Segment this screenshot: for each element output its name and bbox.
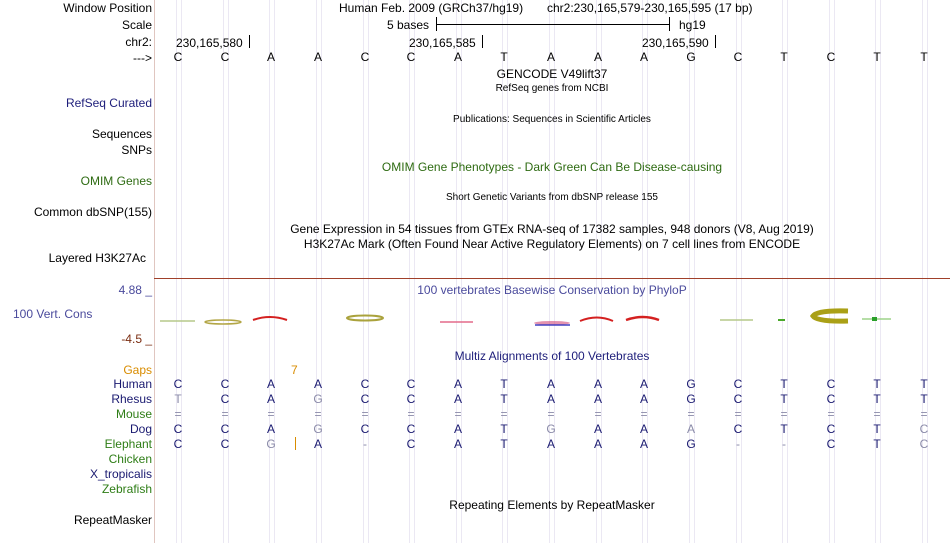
gaps-label[interactable]: Gaps xyxy=(123,363,152,377)
species-label-chicken[interactable]: Chicken xyxy=(108,452,152,466)
aligned-base: G xyxy=(686,377,696,391)
aligned-base: C xyxy=(826,392,836,406)
species-label-human[interactable]: Human xyxy=(113,377,152,391)
aligned-base: C xyxy=(360,392,370,406)
aligned-base: A xyxy=(453,377,462,391)
chr-label: chr2: xyxy=(125,35,152,49)
aligned-base: A xyxy=(453,437,462,451)
aligned-base: C xyxy=(406,422,416,436)
scale-bar-left-tick xyxy=(436,17,437,31)
aligned-base: C xyxy=(220,392,230,406)
track-divider xyxy=(154,278,950,279)
strand-label: ---> xyxy=(133,51,152,65)
position-readout: chr2:230,165,579-230,165,595 (17 bp) xyxy=(547,1,753,15)
aligned-base: T xyxy=(920,377,928,391)
reference-base: C xyxy=(406,50,416,64)
vert-cons-label[interactable]: 100 Vert. Cons xyxy=(13,307,93,321)
aligned-base: = xyxy=(500,407,508,421)
conservation-min-label: -4.5 _ xyxy=(121,332,152,346)
plot-mark xyxy=(253,317,287,320)
aligned-base: G xyxy=(313,392,323,406)
reference-base: T xyxy=(500,50,508,64)
aligned-base: C xyxy=(919,437,929,451)
phylop-track-title[interactable]: 100 vertebrates Basewise Conservation by PhyloP xyxy=(417,283,687,297)
aligned-base: A xyxy=(266,392,275,406)
plot-mark xyxy=(626,317,659,320)
reference-base: A xyxy=(593,50,602,64)
reference-base: A xyxy=(313,50,322,64)
reference-base: A xyxy=(453,50,462,64)
omim-track-title[interactable]: OMIM Gene Phenotypes - Dark Green Can Be Disease-causing xyxy=(381,160,723,174)
aligned-base: A xyxy=(639,422,648,436)
aligned-base: C xyxy=(220,377,230,391)
aligned-base: T xyxy=(873,437,881,451)
aligned-base: = xyxy=(267,407,275,421)
coord-tick xyxy=(249,35,250,48)
aligned-base: A xyxy=(686,422,695,436)
aligned-base: A xyxy=(546,392,555,406)
aligned-base: T xyxy=(500,422,508,436)
aligned-base: = xyxy=(873,407,881,421)
gtex-track-title[interactable]: Gene Expression in 54 tissues from GTEx RNA-seq of 17382 samples, 948 donors (V8, Aug 2019) xyxy=(290,222,814,236)
aligned-base: - xyxy=(782,437,786,451)
aligned-base: C xyxy=(360,377,370,391)
aligned-base: C xyxy=(919,422,929,436)
window-position-label: Window Position xyxy=(63,1,152,15)
scale-label: Scale xyxy=(121,18,152,32)
aligned-base: A xyxy=(639,377,648,391)
aligned-base: T xyxy=(780,422,788,436)
coord-tick xyxy=(482,35,483,48)
gap-count: 7 xyxy=(291,363,298,377)
aligned-base: G xyxy=(686,437,696,451)
reference-base: A xyxy=(266,50,275,64)
aligned-base: T xyxy=(500,377,508,391)
aligned-base: = xyxy=(594,407,602,421)
plot-mark xyxy=(347,316,383,321)
plot-mark xyxy=(205,320,241,324)
aligned-base: A xyxy=(453,392,462,406)
scale-text: 5 bases xyxy=(387,18,430,32)
conservation-logo-plot xyxy=(155,300,950,330)
species-label-mouse[interactable]: Mouse xyxy=(115,407,152,421)
dbsnp-track-title[interactable]: Short Genetic Variants from dbSNP release 155 xyxy=(446,192,658,203)
aligned-base: = xyxy=(361,407,369,421)
common-dbsnp-label[interactable]: Common dbSNP(155) xyxy=(33,205,152,219)
species-label-zebrafish[interactable]: Zebrafish xyxy=(101,482,152,496)
aligned-base: = xyxy=(734,407,742,421)
aligned-base: A xyxy=(266,377,275,391)
aligned-base: C xyxy=(733,377,743,391)
aligned-base: C xyxy=(220,437,230,451)
aligned-base: - xyxy=(363,437,367,451)
aligned-base: T xyxy=(873,377,881,391)
aligned-base: T xyxy=(500,392,508,406)
aligned-base: A xyxy=(593,377,602,391)
aligned-base: A xyxy=(639,392,648,406)
aligned-base: A xyxy=(313,377,322,391)
h3k27ac-track-title[interactable]: H3K27Ac Mark (Often Found Near Active Regulatory Elements) on 7 cell lines from ENCODE xyxy=(303,237,801,251)
publications-track-title[interactable]: Publications: Sequences in Scientific Articles xyxy=(453,114,651,125)
reference-base: G xyxy=(686,50,696,64)
aligned-base: C xyxy=(220,422,230,436)
aligned-base: T xyxy=(780,377,788,391)
plot-mark xyxy=(580,318,613,322)
db-name: hg19 xyxy=(679,18,706,32)
aligned-base: A xyxy=(593,422,602,436)
aligned-base: C xyxy=(733,392,743,406)
aligned-base: C xyxy=(826,437,836,451)
aligned-base: T xyxy=(873,422,881,436)
aligned-base: = xyxy=(687,407,695,421)
reference-base: C xyxy=(826,50,836,64)
reference-base: T xyxy=(920,50,928,64)
aligned-base: C xyxy=(406,377,416,391)
aligned-base: C xyxy=(173,437,183,451)
aligned-base: C xyxy=(733,422,743,436)
aligned-base: A xyxy=(593,392,602,406)
reference-base: C xyxy=(220,50,230,64)
aligned-base: G xyxy=(266,437,276,451)
aligned-base: = xyxy=(221,407,229,421)
aligned-base: G xyxy=(686,392,696,406)
aligned-base: = xyxy=(454,407,462,421)
species-label-dog[interactable]: Dog xyxy=(129,422,152,436)
aligned-base: A xyxy=(266,422,275,436)
coord-tick xyxy=(715,35,716,48)
aligned-base: = xyxy=(640,407,648,421)
aligned-base: C xyxy=(406,392,416,406)
aligned-base: = xyxy=(827,407,835,421)
aligned-base: = xyxy=(314,407,322,421)
aligned-base: = xyxy=(407,407,415,421)
refseq-track-title[interactable]: RefSeq genes from NCBI xyxy=(495,83,609,94)
aligned-base: T xyxy=(920,392,928,406)
scale-bar-right-tick xyxy=(669,17,670,31)
base-sequence-row xyxy=(0,50,950,64)
alignment-area xyxy=(0,377,950,497)
refseq-curated-label[interactable]: RefSeq Curated xyxy=(65,96,152,110)
aligned-base: C xyxy=(826,422,836,436)
aligned-base: T xyxy=(873,392,881,406)
plot-mark xyxy=(872,317,877,321)
species-label-elephant[interactable]: Elephant xyxy=(104,437,152,451)
aligned-base: T xyxy=(174,392,182,406)
aligned-base: C xyxy=(360,422,370,436)
aligned-base: G xyxy=(313,422,323,436)
aligned-base: A xyxy=(546,377,555,391)
reference-base: C xyxy=(733,50,743,64)
aligned-base: = xyxy=(174,407,182,421)
omim-genes-label[interactable]: OMIM Genes xyxy=(80,174,152,188)
aligned-base: C xyxy=(173,377,183,391)
aligned-base: A xyxy=(546,437,555,451)
repeatmasker-label[interactable]: RepeatMasker xyxy=(73,513,152,527)
aligned-base: T xyxy=(500,437,508,451)
reference-base: A xyxy=(639,50,648,64)
layered-h3k27ac-label[interactable]: Layered H3K27Ac xyxy=(48,251,146,265)
repeatmasker-track-title[interactable]: Repeating Elements by RepeatMasker xyxy=(449,498,655,512)
gencode-track-title[interactable]: GENCODE V49lift37 xyxy=(496,67,608,81)
coord-tick-label: 230,165,590 xyxy=(642,36,709,50)
aligned-base: A xyxy=(453,422,462,436)
aligned-base: C xyxy=(173,422,183,436)
aligned-base: = xyxy=(920,407,928,421)
reference-base: T xyxy=(780,50,788,64)
sequences-label[interactable]: Sequences xyxy=(91,127,152,141)
coord-tick-label: 230,165,585 xyxy=(409,36,476,50)
aligned-base: - xyxy=(736,437,740,451)
assembly-title: Human Feb. 2009 (GRCh37/hg19) xyxy=(339,1,524,15)
scale-bar xyxy=(436,24,670,25)
plot-mark xyxy=(813,311,848,321)
aligned-base: A xyxy=(313,437,322,451)
aligned-base: C xyxy=(826,377,836,391)
aligned-base: G xyxy=(546,422,556,436)
coord-tick-label: 230,165,580 xyxy=(176,36,243,50)
aligned-base: = xyxy=(780,407,788,421)
reference-base: C xyxy=(360,50,370,64)
snps-label[interactable]: SNPs xyxy=(121,143,152,157)
species-label-rhesus[interactable]: Rhesus xyxy=(111,392,152,406)
species-label-x_tropicalis[interactable]: X_tropicalis xyxy=(89,467,152,481)
aligned-base: T xyxy=(780,392,788,406)
multiz-track-title[interactable]: Multiz Alignments of 100 Vertebrates xyxy=(454,349,650,363)
aligned-base: = xyxy=(547,407,555,421)
conservation-max-label: 4.88 _ xyxy=(118,283,152,297)
aligned-base: C xyxy=(406,437,416,451)
aligned-base: A xyxy=(593,437,602,451)
reference-base: A xyxy=(546,50,555,64)
reference-base: T xyxy=(873,50,881,64)
reference-base: C xyxy=(173,50,183,64)
aligned-base: A xyxy=(639,437,648,451)
